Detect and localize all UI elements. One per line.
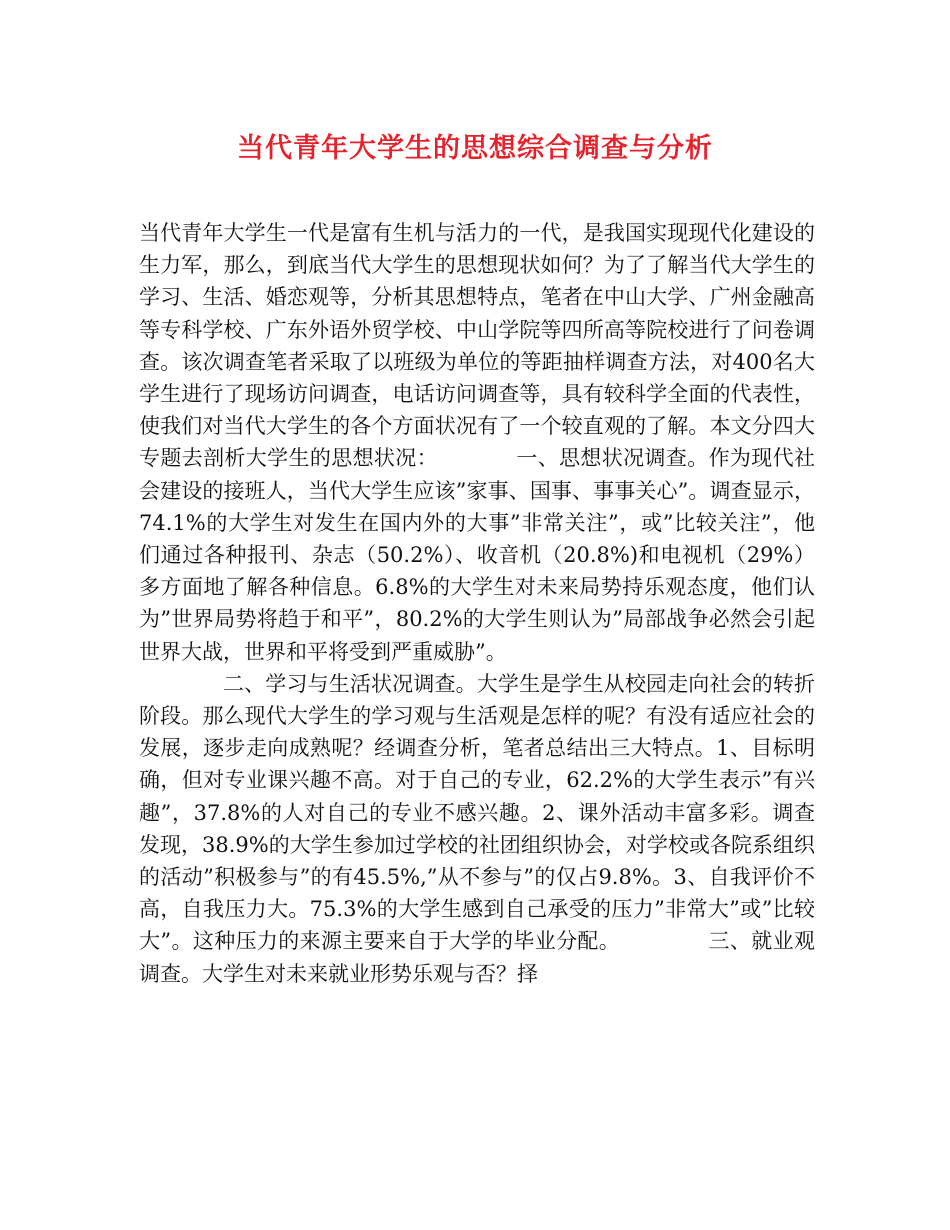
paragraph-intro [139,217,815,668]
section-2-text: 二、学习与生活状况调查。大学生是学生从校园走向社会的转折阶段。那么现代大学生的学习观与生活观是怎样的呢？有没有适应社会的发展，逐步走向成熟呢？经调查分析，笔者总结出三大特点。1、目标明确，但对专业课兴趣不高。对于自己的专业，62.2%的大学生表示”有兴趣”，37.8%的人对自己的专业不感兴趣。2、课外活动丰富多彩。调查发现，38.9%的大学生参加过学校的社团组织协会，对学校或各院系组织的活动”积极参与”的有45.5%,”从不参与”的仅占9.8%。3、自我评价不高，自我压力大。75.3%的大学生感到自己承受的压力”非常大”或”比较大”。这种压力的来源主要来自于大学的毕业分配。 [139,671,815,954]
section-1-text: 一、思想状况调查。作为现代社会建设的接班人，当代大学生应该”家事、国事、事事关心”。调查显示，74.1%的大学生对发生在国内外的大事”非常关注”，或”比较关注”，他们通过各种报刊、杂志（50.2%）、收音机（20.8%)和电视机（29%）多方面地了解各种信息。6.8%的大学生对未来局势持乐观态度，他们认为”世界局势将趋于和平”，80.2%的大学生则认为”局部战争必然会引起世界大战，世界和平将受到严重威胁”。 [139,446,815,664]
section-3-text: 三、就业观调查。大学生对未来就业形势乐观与否？择 [139,929,816,986]
document-title: 当代青年大学生的思想综合调查与分析 [237,133,713,164]
paragraph-section-2 [139,668,815,990]
document-body [139,217,815,990]
intro-text: 当代青年大学生一代是富有生机与活力的一代，是我国实现现代化建设的生力军，那么，到底当代大学生的思想现状如何？为了了解当代大学生的学习、生活、婚恋观等，分析其思想特点，笔者在中山大学、广州金融高等专科学校、广东外语外贸学校、中山学院等四所高等院校进行了问卷调查。该次调查笔者采取了以班级为单位的等距抽样调查方法，对400名大学生进行了现场访问调查，电话访问调查等，具有较科学全面的代表性，使我们对当代大学生的各个方面状况有了一个较直观的了解。本文分四大专题去剖析大学生的思想状况： [139,221,815,471]
